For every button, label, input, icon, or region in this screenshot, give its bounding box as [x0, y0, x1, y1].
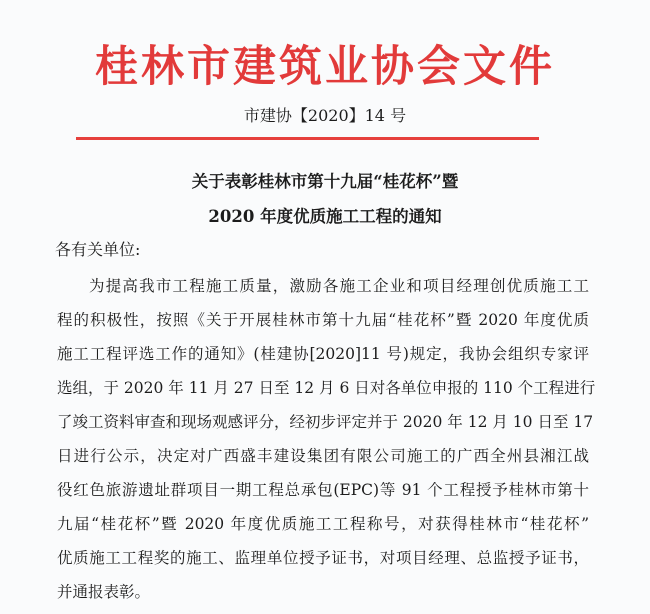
body-text-line: 选组，于 2020 年 11 月 27 日至 12 月 6 日对各单位申报的 110 个工程进行	[57, 379, 596, 397]
body-text-line: 优质施工工程奖的施工、监理单位授予证书，对项目经理、总监授予证书，	[57, 549, 589, 567]
body-text-line: 役红色旅游遗址群项目一期工程总承包(EPC)等 91 个工程授予桂林市第十	[57, 481, 589, 499]
body-text-line: 为提高我市工程施工质量，激励各施工企业和项目经理创优质施工工	[89, 277, 589, 295]
notice-title-line-2: 2020 年度优质施工工程的通知	[208, 207, 442, 226]
body-text-line: 了竣工资料审查和现场观感评分，经初步评定并于 2020 年 12 月 10 日至 17	[57, 413, 594, 431]
body-text-line: 日进行公示，决定对广西盛丰建设集团有限公司施工的广西全州县湘江战	[57, 447, 589, 465]
salutation: 各有关单位:	[55, 240, 141, 259]
notice-title-line-1: 关于表彰桂林市第十九届“桂花杯”暨	[191, 172, 459, 191]
document-number: 市建协【2020】14 号	[243, 106, 407, 125]
body-text-line: 并通报表彰。	[57, 583, 151, 601]
body-text-line: 九届“桂花杯”暨 2020 年度优质施工工程称号，对获得桂林市“桂花杯”	[57, 515, 589, 533]
body-text-line: 施工工程评选工作的通知》(桂建协[2020]11 号)规定，我协会组织专家评	[57, 345, 589, 363]
organization-header-title: 桂林市建筑业协会文件	[95, 42, 555, 92]
red-divider-line	[76, 137, 539, 140]
body-text-line: 程的积极性，按照《关于开展桂林市第十九届“桂花杯”暨 2020 年度优质	[57, 311, 589, 329]
